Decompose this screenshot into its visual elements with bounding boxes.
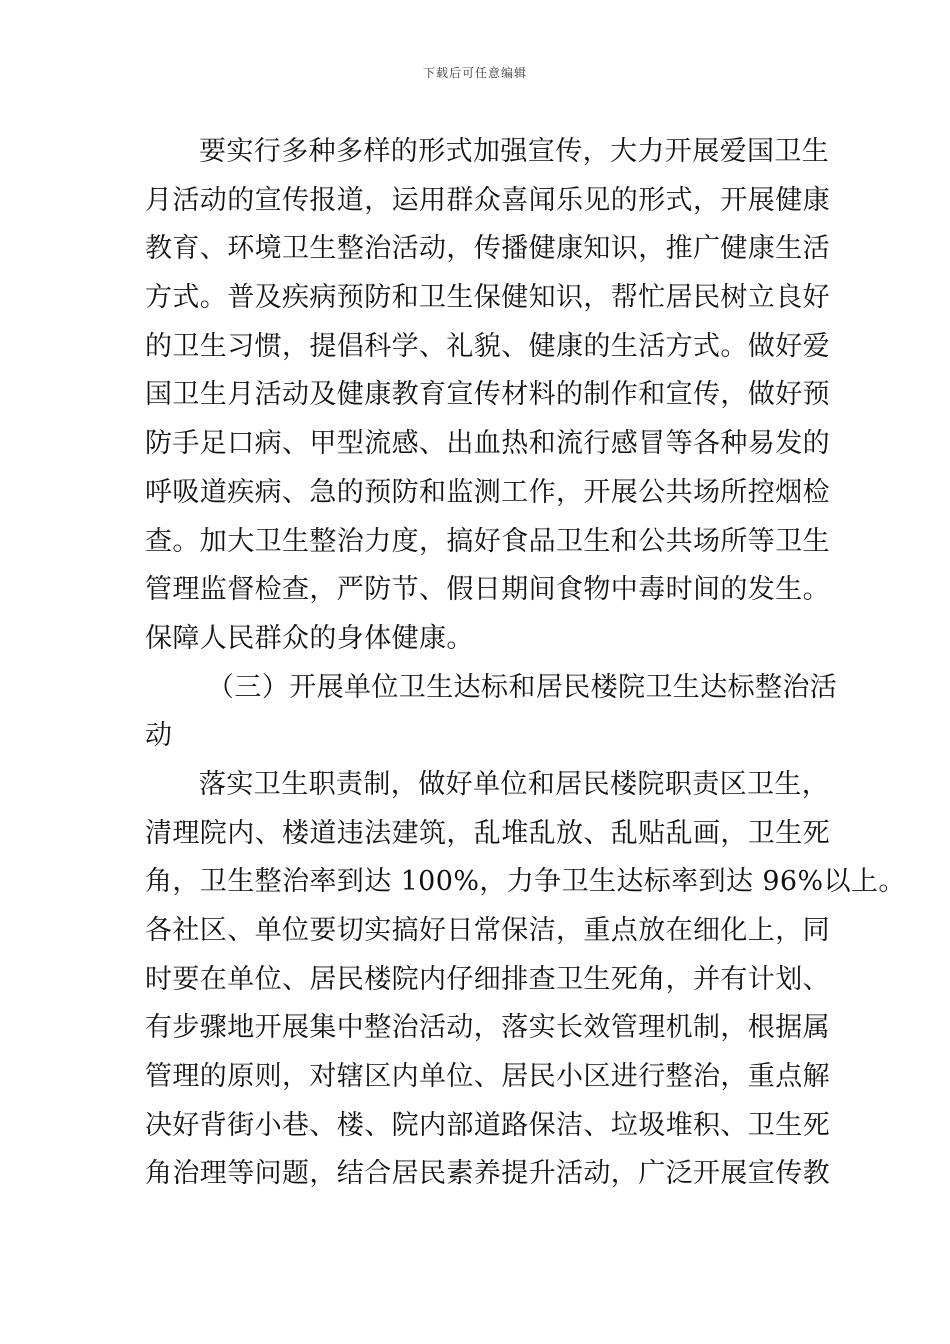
paragraph-line: 保障人民群众的身体健康。 [145,622,474,654]
paragraph-line: 呼吸道疾病、急的预防和监测工作，开展公共场所控烟检 [145,476,830,508]
paragraph-line: 落实卫生职责制，做好单位和居民楼院职责区卫生， [199,768,830,800]
section-heading-line: 动 [145,720,173,752]
paragraph-line: 角治理等问题，结合居民素养提升活动，广泛开展宣传教 [145,1158,830,1190]
paragraph-line: 有步骤地开展集中整治活动，落实长效管理机制，根据属 [145,1012,830,1044]
paragraph-line: 方式。普及疾病预防和卫生保健知识，帮忙居民树立良好 [145,282,830,314]
body-text [145,128,906,1199]
section-heading-line: （三）开展单位卫生达标和居民楼院卫生达标整治活 [207,671,838,703]
paragraph-line: 角，卫生整治率到达 100%，力争卫生达标率到达 96%以上。 [145,866,906,898]
paragraph-line: 要实行多种多样的形式加强宣传，大力开展爱国卫生 [199,136,830,167]
paragraph-line: 防手足口病、甲型流感、出血热和流行感冒等各种易发的 [145,428,830,460]
paragraph-line: 国卫生月活动及健康教育宣传材料的制作和宣传，做好预 [145,379,830,411]
paragraph-line: 月活动的宣传报道，运用群众喜闻乐见的形式，开展健康 [145,184,830,216]
paragraph-line: 各社区、单位要切实搞好日常保洁，重点放在细化上，同 [145,915,830,946]
paragraph-line: 管理的原则，对辖区内单位、居民小区进行整治，重点解 [145,1061,830,1093]
paragraph-line: 清理院内、楼道违法建筑，乱堆乱放、乱贴乱画，卫生死 [145,817,830,849]
header-note: 下载后可任意编辑 [422,66,527,80]
paragraph-line: 决好背街小巷、楼、院内部道路保洁、垃圾堆积、卫生死 [145,1109,830,1141]
paragraph-line: 教育、环境卫生整治活动，传播健康知识，推广健康生活 [145,233,830,265]
paragraph-line: 管理监督检查，严防节、假日期间食物中毒时间的发生。 [145,574,830,606]
paragraph-line: 的卫生习惯，提倡科学、礼貌、健康的生活方式。做好爱 [145,330,830,362]
paragraph-line: 查。加大卫生整治力度，搞好食品卫生和公共场所等卫生 [145,525,830,557]
paragraph-line: 时要在单位、居民楼院内仔细排查卫生死角，并有计划、 [145,963,830,995]
